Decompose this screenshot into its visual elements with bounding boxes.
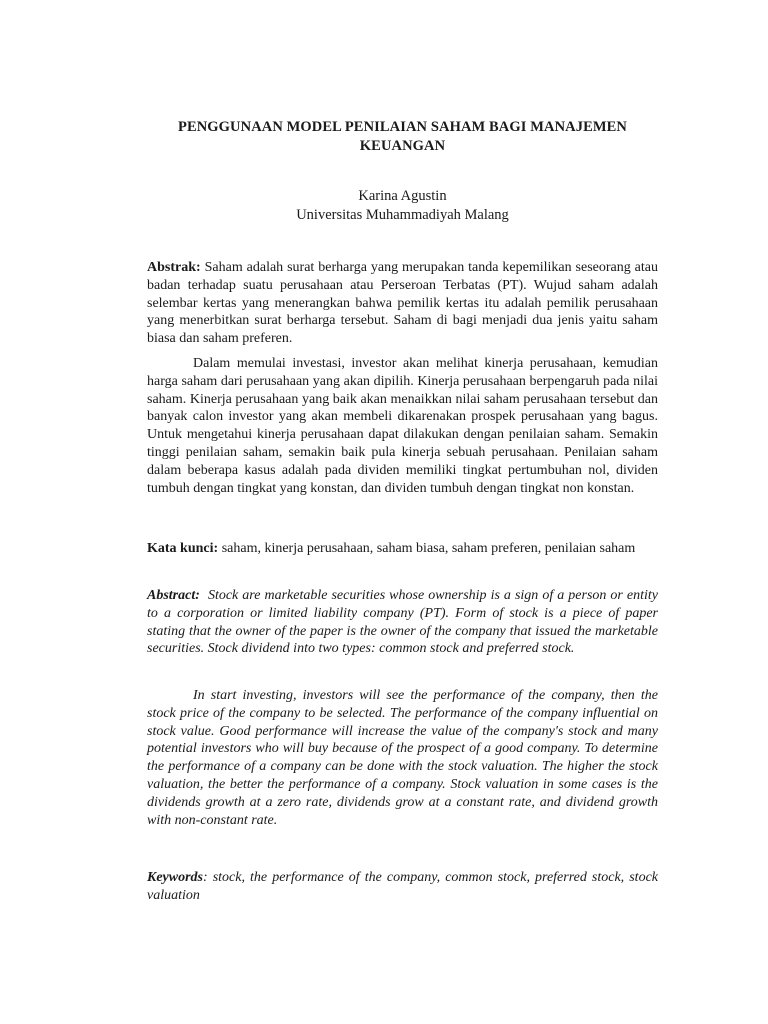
author-block: [147, 187, 658, 225]
indonesian-body-text: Dalam memulai investasi, investor akan melihat kinerja perusahaan, kemudian harga saham dari perusahaan yang akan dipilih. Kinerja perusahaan berpengaruh pada nilai saham. Kinerja perusahaan yang baik akan menaikkan nilai saham perusahaan tersebut dan banyak calon investor yang akan membeli dikarenakan prospek perusahaan yang bagus. Untuk mengetahui kinerja perusahaan dapat dilakukan dengan penilaian saham. Semakin tinggi penilaian saham, semakin baik pula kinerja sebuah perusahaan. Penilaian saham dalam beberapa kasus adalah pada dividen memiliki tingkat pertumbuhan nol, dividen tumbuh dengan tingkat yang konstan, dan dividen tumbuh dengan tingkat non konstan.: [147, 356, 658, 496]
abstrak-text: Saham adalah surat berharga yang merupakan tanda kepemilikan seseorang atau badan terhadap suatu perusahaan atau Perseroan Terbatas (PT). Wujud saham adalah selembar kertas yang menerangkan bahwa pemilik kertas itu adalah pemilik perusahaan yang menerbitkan surat berharga tersebut. Saham di bagi menjadi dua jenis yaitu saham biasa dan saham preferen.: [147, 260, 658, 347]
kata-kunci-paragraph: [147, 540, 658, 558]
abstrak-label: Abstrak:: [147, 260, 201, 275]
english-body-paragraph: [147, 687, 658, 829]
paper-title-line-2: KEUANGAN: [359, 138, 446, 154]
paper-title: [147, 118, 658, 156]
english-body-text: In start investing, investors will see the performance of the company, then the stock price of the company to be selected. The performance of the company influential on stock value. Good performance will increase the value of the company's stock and many potential investors who will buy because of the prospect of a good company. To determine the performance of a company can be done with the stock valuation. The higher the stock valuation, the better the performance of a company. Stock valuation in some cases is the dividends growth at a zero rate, dividends grow at a constant rate, and dividend growth with non-constant rate.: [147, 688, 658, 828]
author-name: Karina Agustin: [358, 188, 447, 204]
keywords-english-paragraph: [147, 869, 658, 905]
abstrak-paragraph: [147, 259, 658, 348]
kata-kunci-label: Kata kunci:: [147, 541, 219, 556]
abstract-english-label: Abstract:: [147, 588, 200, 603]
paper-title-line-1: PENGGUNAAN MODEL PENILAIAN SAHAM BAGI MANAJEMEN: [178, 119, 627, 135]
abstract-english-paragraph: [147, 587, 658, 658]
keywords-english-label: Keywords: [147, 870, 203, 885]
kata-kunci-text: saham, kinerja perusahaan, saham biasa, saham preferen, penilaian saham: [221, 541, 636, 556]
keywords-english-text: : stock, the performance of the company, common stock, preferred stock, stock valuation: [147, 870, 658, 903]
author-affiliation: Universitas Muhammadiyah Malang: [296, 207, 509, 223]
paper-page: [147, 0, 658, 1024]
indonesian-body-paragraph: [147, 355, 658, 497]
abstract-english-text: Stock are marketable securities whose ownership is a sign of a person or entity to a corporation or limited liability company (PT). Form of stock is a piece of paper stating that the owner of the paper is the owner of the company that issued the marketable securities. Stock dividend into two types: common stock and preferred stock.: [147, 588, 658, 657]
